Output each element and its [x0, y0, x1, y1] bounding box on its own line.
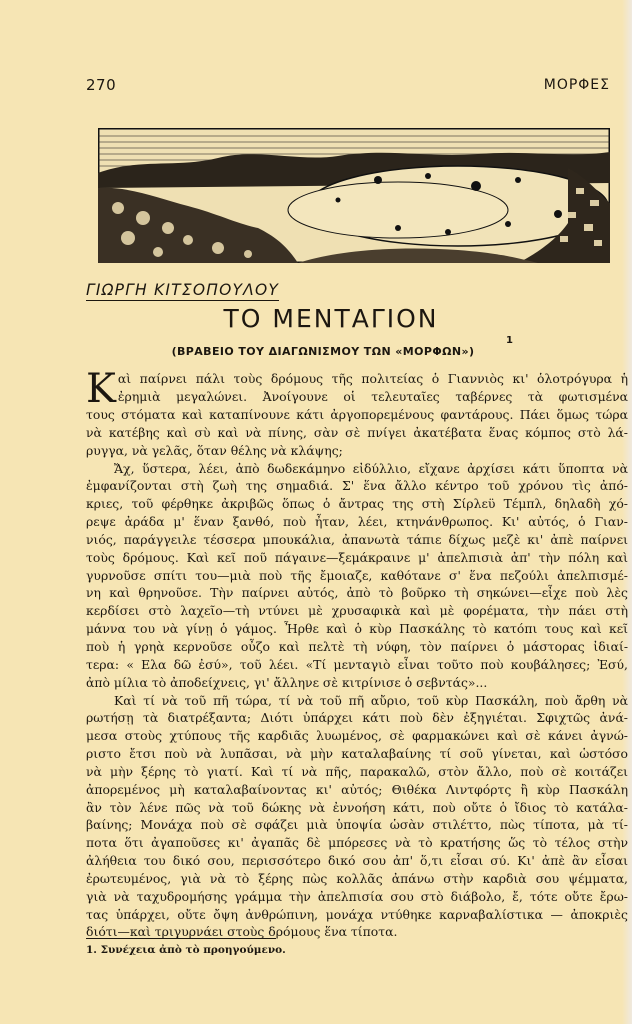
body-line: γιὰ νὰ ταχυδρομήσης γράμμα τὴν ἀπελπισία σου στὸ διάβολο, ἔ, τότε οὔτε ἔρω- — [86, 888, 628, 904]
body-line: βαίνης; Μονάχα ποὺ σὲ σφάζει μιὰ ὑποψία ὡσὰν στιλέττο, πὼς τίποτα, μὰ τί- — [86, 817, 628, 833]
drop-cap: Κ — [86, 366, 116, 412]
body-line: ἀλήθεια του δικό σου, περισσότερο δικό σου ἀπ' ὅ,τι εἶσαι σύ. Κι' ἀπὲ ἂν εἶσαι — [86, 853, 628, 869]
page-number: 270 — [86, 76, 117, 94]
body-line: μεσα στοὺς χτύπους τῆς καρδιᾶς λυωμένος, σὲ φαρμακώνει καὶ σὲ κάνει ἀγνώ- — [86, 728, 628, 744]
footnote-marker: 1 — [506, 335, 513, 346]
body-line: γυρνοῦσε σπίτι του—μιὰ ποὺ τῆς ἔμοιαζε, καθότανε σ' ἕνα πεζούλι ἀπελπισμέ- — [86, 567, 628, 583]
body-line: ἀπὸ μίλια τὸ ἀποδείχνεις, γι' ἄλληνε σὲ κιτρίνισε ὁ σεβντάς»... — [86, 674, 488, 690]
body-line: νὰ μὴν ξέρης τὸ γιατί. Καὶ τί νὰ πῆς, παρακαλῶ, στὸν ἄλλο, ποὺ σὲ κοιτάζει — [86, 763, 628, 779]
body-line: τους στόματα καὶ καταπίνουνε κάτι ἀργοπορεμένους φαντάρους. Πάει ὅμως τώρα — [86, 407, 628, 422]
article-subtitle: (ΒΡΑΒΕΙΟ ΤΟΥ ΔΙΑΓΩΝΙΣΜΟΥ ΤΩΝ «ΜΟΡΦΩΝ») — [171, 345, 475, 358]
footnote: 1. Συνέχεια ἀπὸ τὸ προηγούμενο. — [86, 944, 286, 956]
body-line: διότι—καὶ τριγυρνάει στοὺς δρόμους ἕνα τίποτα. — [86, 924, 398, 940]
body-line: ἐρημιὰ μεγαλώνει. Ἀνοίγουνε οἱ τελευταῖες ταβέρνες τὰ φωτισμένα — [117, 388, 628, 404]
body-line: ἀπορεμένος μὴ καταλαβαίνοντας κι' αὐτός; Θιθέκα Λιντφόρτς ἢ κὺρ Πασκάλη — [86, 781, 628, 797]
body-line: Καὶ τί νὰ τοῦ πῆ τώρα, τί νὰ τοῦ πῆ αὔριο, τοῦ κὺρ Πασκάλη, ποὺ ἄρθη νὰ — [114, 692, 628, 708]
article-title: ΤΟ ΜΕΝΤΑΓΙΟΝ — [223, 304, 439, 333]
body-line: νιός, παράγγειλε τέσσερα μπουκάλια, ἀπανωτὰ τάπιε δίχως μεζὲ κι' ἀπὲ παίρνει — [86, 531, 628, 547]
body-line: ἂν τὸν λένε πῶς νὰ τοῦ δώκης νὰ ἐννοήση κάτι, ποὺ οὔτε ὁ ἴδιος τὸ κατάλα- — [86, 799, 628, 815]
body-line: κριες, τοῦ φέρθηκε ἀκριβῶς ὅπως ὁ ἄντρας της στὴ Σίρλεϋ Τέμπλ, δηλαδὴ χό- — [86, 496, 628, 512]
body-line: ποὺ ἡ γρηὰ κερνοῦσε οὖζο καὶ πελτὲ τὴ νύφη, τὸν παίρνει ὁ μάστορας ἰδιαί- — [86, 638, 628, 654]
harbor-illustration — [98, 128, 610, 263]
body-line: νὰ κατέβης καὶ σὺ καὶ νὰ πίνης, σὰν σὲ πνίγει ἀκατέβατα ἕνας κόμπος στὸ λά- — [86, 424, 628, 440]
body-line: Ἄχ, ὕστερα, λέει, ἀπὸ δωδεκάμηνο εἰδύλλιο, εἴχανε ἀρχίσει κάτι ὕποπτα νὰ — [114, 460, 628, 476]
body-line: αὶ παίρνει πάλι τοὺς δρόμους τῆς πολιτείας ὁ Γιαννιὸς κι' ὁλοτρόγυρα ἡ — [117, 371, 628, 386]
body-line: ποτα ὅτι ἀγαποῦσες κι' ἀγαπᾶς δὲ μπόρεσες νὰ τὸ κρατήσης ὥς τὸ τέλος στὴν — [86, 835, 628, 851]
article-body — [86, 366, 628, 941]
body-line: τας ὑπάρχει, οὔτε ὄψη ἀνθρώπινη, μονάχα ντύθηκε καρναβαλίστικα — ἀποκριὲς — [86, 906, 628, 922]
body-line: ρωτήσῃ τὰ διατρέξαντα; Διότι ὑπάρχει κάτι ποὺ δὲν ἐξηγιέται. Σφιχτῶς ἀνά- — [86, 710, 628, 726]
body-line: τοὺς δρόμους. Καὶ κεῖ ποῦ πάγαινε—ξεμάκραινε μ' ἀπελπισιὰ ἀπ' τὴν πόλη καὶ — [86, 549, 628, 565]
footnote-divider — [86, 938, 276, 939]
body-line: ἐμφανίζονται στὴ ζωὴ της σημαδιά. Σ' ἕνα ἄλλο κέντρο τοῦ χρόνου τὶς ἀπό- — [86, 478, 628, 494]
body-line: τερα: « Ελα δῶ ἐσύ», τοῦ λέει. «Τί μενταγιὸ εἶναι τοῦτο ποὺ κουβάλησες; Ἐσύ, — [86, 656, 628, 672]
running-head-magazine: ΜΟΡΦΕΣ — [543, 77, 610, 93]
body-line: ρυγγα, νὰ γελᾶς, ὅταν θέλης νὰ κλάψης; — [86, 442, 343, 458]
body-line: ριστο ἔτσι ποὺ νὰ λυπᾶσαι, νὰ μὴν καταλαβαίνης τί σοῦ γίνεται, καὶ ὡστόσο — [86, 746, 628, 762]
body-line: ἐρωτευμένος, γιὰ νὰ τὸ ξέρης πὼς κολλᾶς ἀπάνω στὴν καρδιὰ σου ψέμματα, — [86, 870, 628, 886]
body-line: ρεψε ἀράδα μ' ἕναν ξανθό, ποὺ ἦταν, λέει, κτηνάνθρωπος. Κι' αὐτός, ὁ Γιαν- — [86, 514, 628, 530]
body-line: κερδίσει στὸ λαχεῖο—τὴ ντύνει μὲ χρυσαφικὰ καὶ μὲ φορέματα, τὴν πάει στὴ — [86, 603, 628, 619]
body-line: νη καὶ θρηνοῦσε. Τὴν παίρνει αὐτός, ἀπὸ τὸ βοῦρκο τὴ σηκώνει—εἶχε ποὺ λὲς — [86, 585, 628, 601]
article-author: ΓΙΩΡΓΗ ΚΙΤΣΟΠΟΥΛΟΥ — [86, 281, 280, 299]
body-line: μάννα του νὰ γίνῃ ὁ γάμος. Ἦρθε καὶ ὁ κὺρ Πασκάλης τὸ κατόπι τους καὶ κεῖ — [86, 621, 628, 637]
